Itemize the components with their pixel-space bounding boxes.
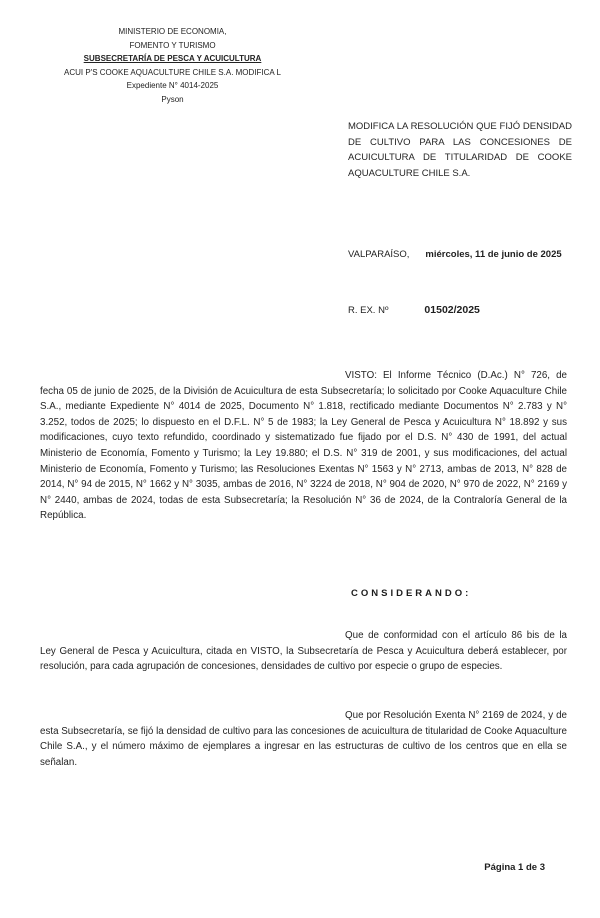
resolution-number-label: R. EX. Nº	[348, 305, 389, 316]
considerando-paragraph-2: Que por Resolución Exenta N° 2169 de 2024, y de esta Subsecretaría, se fijó la densidad de cultivo para las concesiones de acuicultura de titularidad de Cooke Aquaculture Chile S.A., y el número máximo de ejemplares a ingresar en las estructuras de cultivo de los centros que en ella se señalan.	[40, 710, 567, 768]
dateline-city: VALPARAÍSO,	[348, 249, 410, 260]
resolution-number-value: 01502/2025	[424, 304, 480, 316]
subsecretaria-name: SUBSECRETARÍA DE PESCA Y ACUICULTURA	[83, 54, 262, 63]
ministry-line-1: MINISTERIO DE ECONOMIA,	[118, 27, 227, 36]
considerando-paragraph-1: Que de conformidad con el artículo 86 bis de la Ley General de Pesca y Acuicultura, citada en VISTO, la Subsecretaría de Pesca y Acuicultura deberá establecer, por resolución, para cada agrupación de concesiones, densidades de cultivo por especie o grupo de especies.	[40, 630, 567, 673]
resolution-number-line	[348, 304, 588, 316]
dateline-date: miércoles, 11 de junio de 2025	[425, 249, 562, 260]
letterhead	[30, 25, 315, 106]
visto-paragraph: VISTO: El Informe Técnico (D.Ac.) N° 726, de fecha 05 de junio de 2025, de la División de Acuicultura de esta Subsecretaría; lo solicitado por Cooke Aquaculture Chile S.A., mediante Expediente N° 4014 de 2025, Documento N° 1.818, rectificado mediante Documentos N° 2.783 y N° 3.252, todos de 2025; lo dispuesto en el D.F.L. N° 5 de 1983; la Ley General de Pesca y Acuicultura N° 18.892 y sus modificaciones, cuyo texto refundido, coordinado y sistematizado fue fijado por el D.S. N° 430 de 1991, del actual Ministerio de Economía, Fomento y Turismo; la Ley 19.880; el D.S. N° 319 de 2001, y sus modificaciones, del actual Ministerio de Economía, Fomento y Turismo; las Resoluciones Exentas N° 1563 y N° 2713, ambas de 2013, N° 828 de 2014, N° 94 de 2015, N° 1662 y N° 3035, ambas de 2016, N° 3224 de 2018, N° 904 de 2020, N° 970 de 2022, N° 2169 y N° 2440, ambas de 2024, todas de esta Subsecretaría; la Resolución N° 36 de 2024, de la Contraloría General de la República.	[40, 370, 567, 522]
expediente-number: Expediente N° 4014-2025	[126, 81, 219, 90]
author-initials: Pyson	[161, 94, 184, 104]
page-indicator: Página 1 de 3	[484, 862, 545, 873]
dateline	[348, 249, 588, 260]
document-title: MODIFICA LA RESOLUCIÓN QUE FIJÓ DENSIDAD DE CULTIVO PARA LAS CONCESIONES DE ACUICULTURA DE TITULARIDAD DE COOKE AQUACULTURE CHILE S.A.	[348, 121, 572, 180]
ministry-line-2: FOMENTO Y TURISMO	[129, 40, 216, 50]
considerando-heading: CONSIDERANDO:	[351, 588, 472, 599]
subject-line: ACUI P'S COOKE AQUACULTURE CHILE S.A. MODIFICA L	[64, 67, 281, 77]
